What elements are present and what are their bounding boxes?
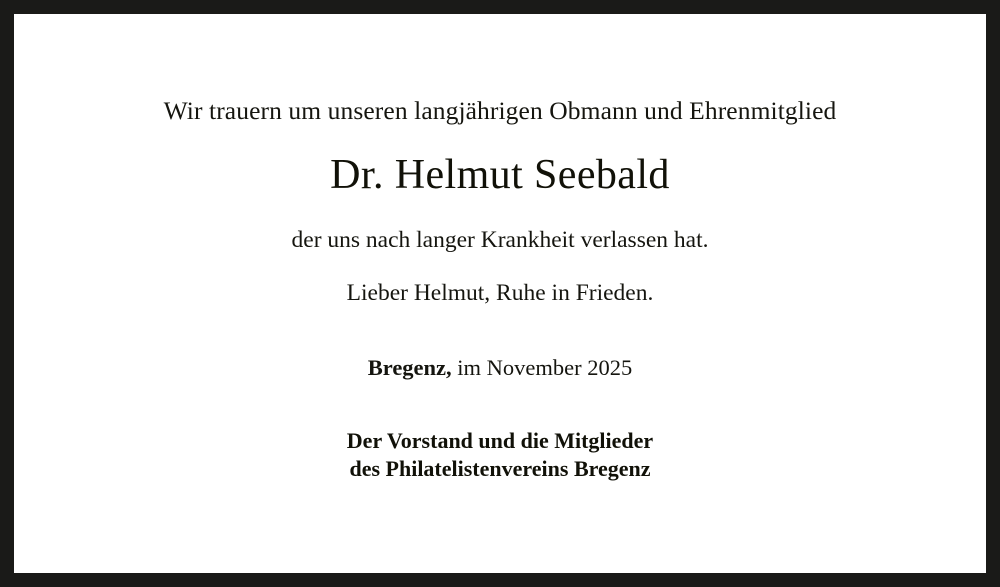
obituary-card — [14, 14, 986, 573]
mourning-intro-text: Wir trauern um unseren langjährigen Obmann und Ehrenmitglied — [163, 96, 837, 125]
place-label: Bregenz, — [367, 355, 452, 380]
date-label: im November 2025 — [451, 355, 633, 380]
deceased-name: Dr. Helmut Seebald — [330, 152, 670, 198]
signature-line-2: des Philatelistenvereins Bregenz — [349, 456, 651, 482]
signature-block — [347, 427, 653, 483]
farewell-message: Lieber Helmut, Ruhe in Frieden. — [346, 280, 654, 306]
signature-line-1: Der Vorstand und die Mitglieder — [346, 428, 654, 453]
place-and-date — [368, 355, 633, 381]
passing-statement: der uns nach langer Krankheit verlassen hat. — [291, 227, 709, 253]
